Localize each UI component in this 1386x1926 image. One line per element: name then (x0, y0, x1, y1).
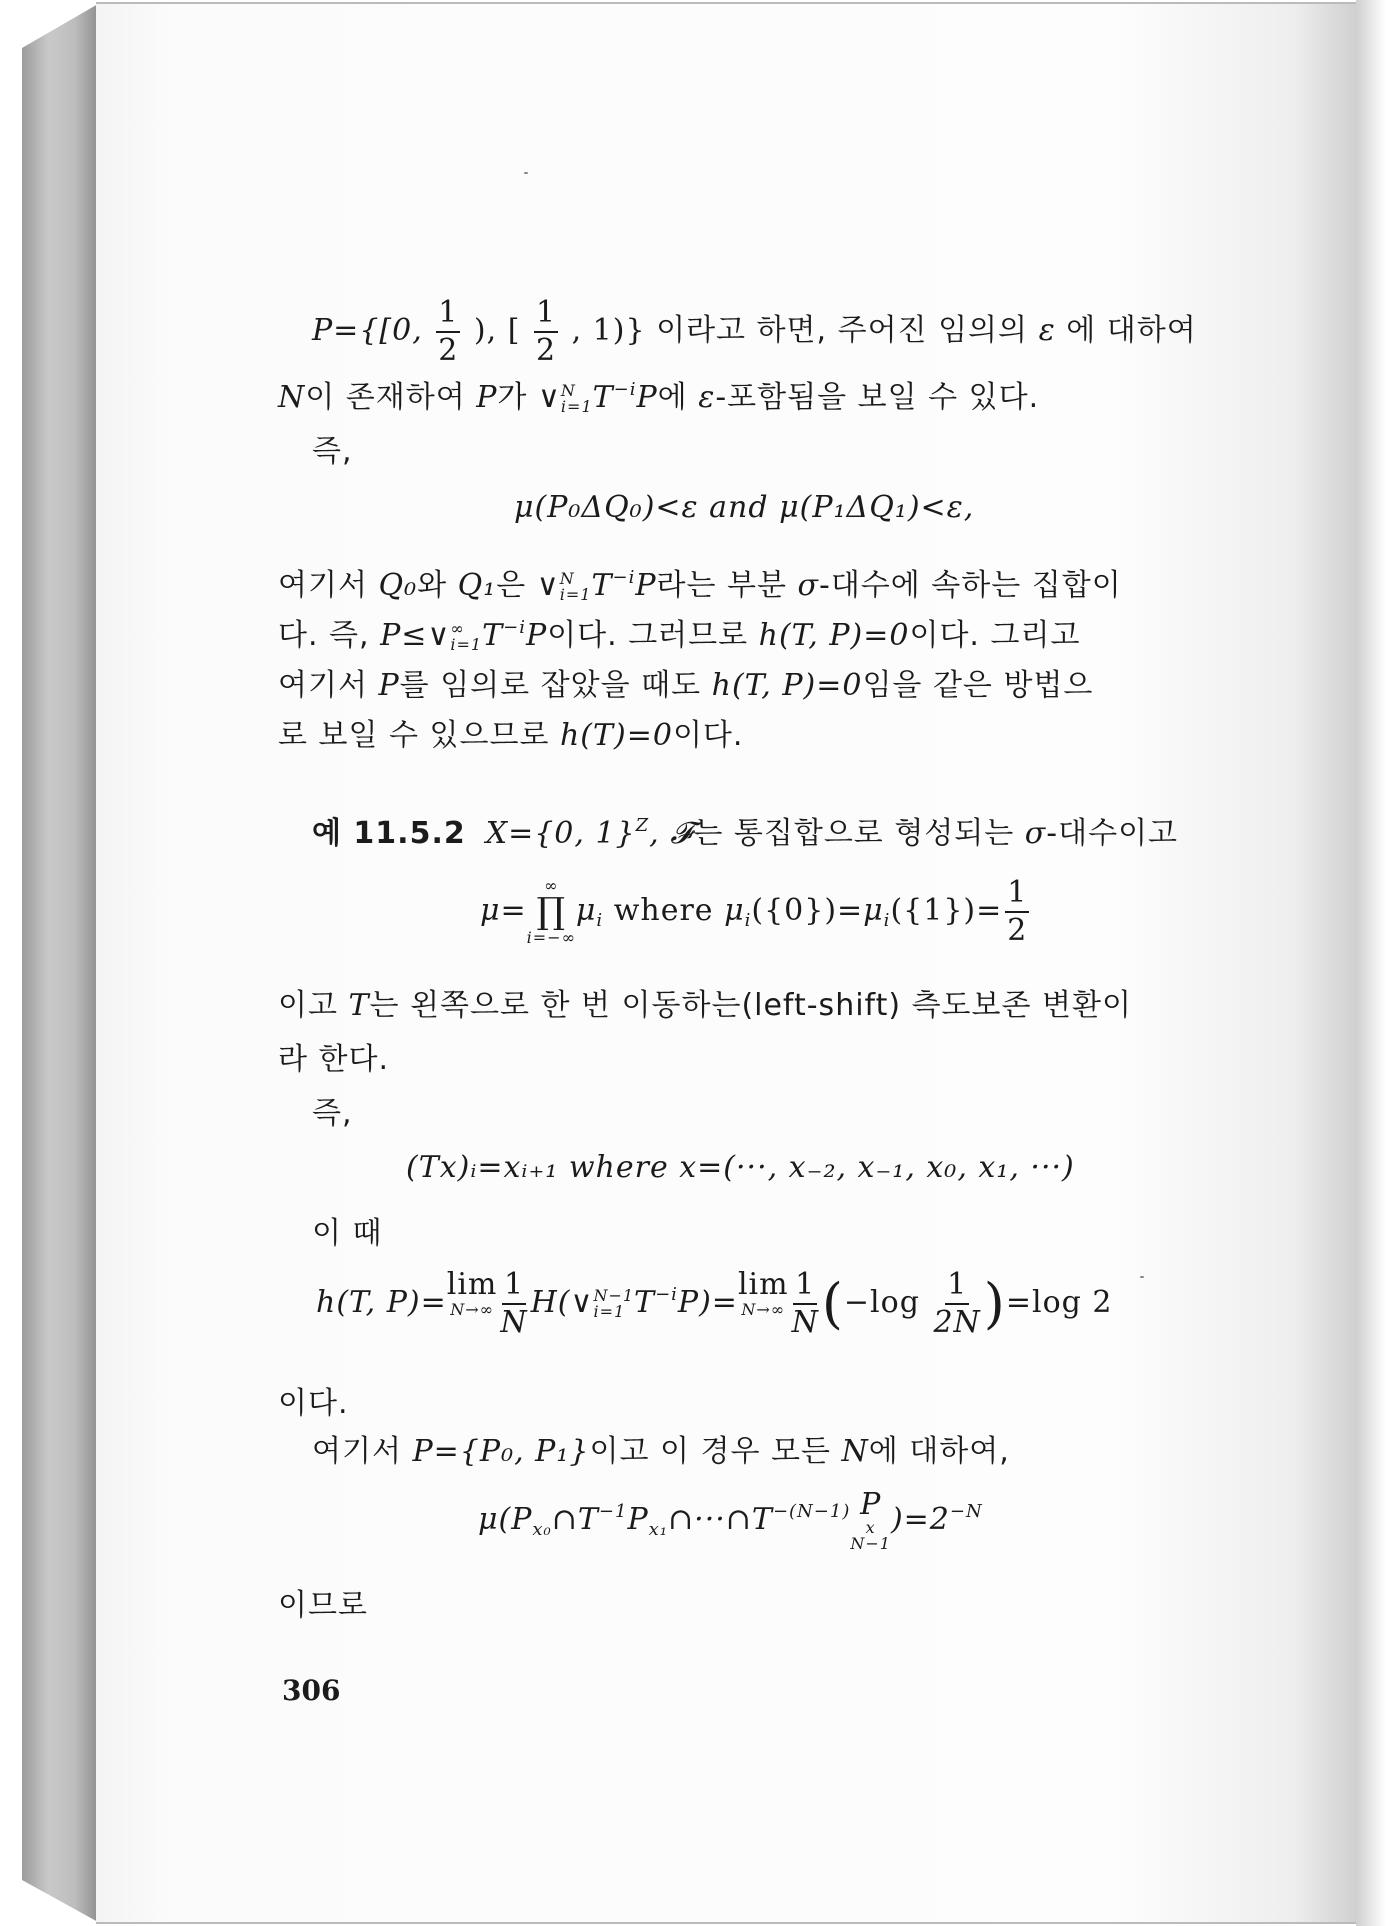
product-operator: ∞ ∏ i=−∞ (526, 876, 576, 947)
page-number: 306 (282, 1674, 341, 1707)
fraction-one-over-n: $\frac{1}{N}$ (791, 1267, 819, 1340)
text-line-1: P={[0, $\frac{1}{2}$ ), [ $\frac{1}{2}$ , 1)} 이라고 하면, 주어진 임의의 ε 에 대하여 (312, 295, 1197, 368)
equation-4: h(T, P)= lim N→∞ $\frac{1}{N}$ H(∨ N−1 i=1 $T^{-i}P)=$ lim N→∞ $\frac{1}{N}$ (−log $\frac{1}{2N}$ )=log 2 (316, 1267, 1113, 1340)
example-heading: 예 11.5.2 X={0, 1}$^Z$, 𝓕는 통집합으로 형성되는 σ-대수이고 (312, 815, 1179, 851)
text-line-12: 이다. (278, 1386, 349, 1421)
text-line-13: 여기서 P={P₀, P₁}이고 이 경우 모든 N에 대하여, (312, 1434, 1010, 1469)
paper-speck (524, 172, 528, 174)
text-line-11: 이 때 (312, 1216, 383, 1251)
equation-5: $\mu(P_{x_0}\cap T^{-1}P_{x_1}\cap\cdot\cdot\cdot\cap T^{-(N-1)}$ P x N−1 )$=2^{-N}$ (478, 1487, 983, 1553)
text-line-7: 로 보일 수 있으므로 h(T)=0이다. (278, 718, 744, 753)
subscript-stack: P x N−1 (850, 1487, 891, 1553)
text-line-14: 이므로 (278, 1588, 368, 1623)
text-line-4: 여기서 Q₀와 Q₁은 ∨ N i=1 $T^{-i}P$라는 부분 σ-대수에 속하는 집합이 (278, 567, 1122, 604)
example-label: 예 11.5.2 (312, 816, 466, 851)
book-spine-edge (22, 4, 98, 1922)
fraction-one-over-n: $\frac{1}{N}$ (500, 1267, 528, 1340)
text-line-2: N이 존재하여 P가 ∨ N i=1 $T^{-i}P$에 ε-포함됨을 보일 수 있다. (278, 379, 1040, 416)
text-line-8: 이고 T는 왼쪽으로 한 번 이동하는(left-shift) 측도보존 변환이 (278, 988, 1132, 1023)
text-line-10: 즉, (312, 1096, 353, 1131)
page-shadow (1356, 0, 1386, 1926)
fraction-half: $\frac{1}{2}$ (438, 295, 459, 368)
equation-2: μ= ∞ ∏ i=−∞ $\mu_i$ where $\mu_i(\{0\})=\mu_i(\{1\})=$ $\frac{1}{2}$ (480, 875, 1028, 948)
equation-1: μ(P₀ΔQ₀)<ε and μ(P₁ΔQ₁)<ε, (514, 490, 975, 525)
fraction-half: $\frac{1}{2}$ (1007, 875, 1028, 948)
text-line-6: 여기서 P를 임의로 잡았을 때도 h(T, P)=0임을 같은 방법으 (278, 668, 1094, 703)
fraction-half: $\frac{1}{2}$ (535, 295, 557, 368)
text-line-5: 다. 즉, P≤∨ ∞ i=1 $T^{-i}P$이다. 그러므로 h(T, P)=0이다. 그리고 (278, 617, 1081, 654)
book-page (96, 2, 1370, 1924)
formula-p: P={[0, (312, 313, 434, 348)
equation-3: (Tx)ᵢ=xᵢ₊₁ where x=(···, x₋₂, x₋₁, x₀, x₁, ···) (406, 1150, 1075, 1185)
limit-operator: lim N→∞ (446, 1267, 498, 1319)
paper-speck (1140, 1276, 1144, 1278)
limit-operator: lim N→∞ (737, 1267, 789, 1319)
fraction-one-over-2n: $\frac{1}{2N}$ (933, 1267, 981, 1340)
text-line-9: 라 한다. (278, 1042, 390, 1077)
text-line-3: 즉, (312, 434, 353, 469)
